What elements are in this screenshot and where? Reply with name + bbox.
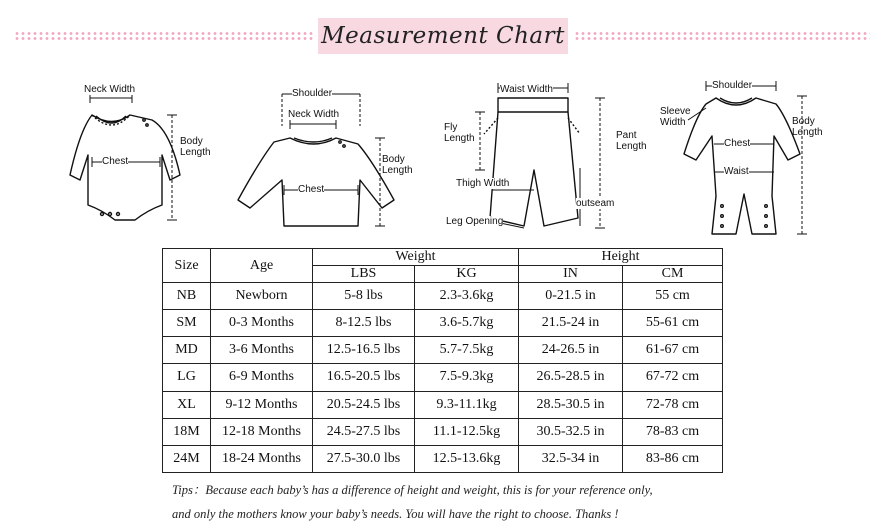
decorative-dots-right	[574, 30, 870, 44]
header-kg: KG	[415, 266, 519, 283]
tips-line-1: Tips：Because each baby’s has a difference of height and weight, this is for your reference only,	[172, 483, 653, 497]
cell-cm: 78-83 cm	[623, 418, 723, 445]
cell-cm: 67-72 cm	[623, 364, 723, 391]
table-row	[163, 364, 723, 391]
cell-age: 12-18 Months	[211, 418, 313, 445]
romper-illustration	[660, 76, 830, 240]
fly-length-label: Fly Length	[444, 122, 475, 144]
cell-in: 26.5-28.5 in	[519, 364, 623, 391]
cell-in: 21.5-24 in	[519, 310, 623, 337]
neck-width-label: Neck Width	[288, 109, 340, 120]
cell-kg: 11.1-12.5kg	[415, 418, 519, 445]
cell-age: 3-6 Months	[211, 337, 313, 364]
cell-size: 18M	[163, 418, 211, 445]
cell-lbs: 12.5-16.5 lbs	[313, 337, 415, 364]
cell-lbs: 8-12.5 lbs	[313, 310, 415, 337]
body-length-label: Body Length	[180, 136, 211, 158]
cell-age: 6-9 Months	[211, 364, 313, 391]
waist-label: Waist	[724, 166, 749, 177]
header-lbs: LBS	[313, 266, 415, 283]
cell-cm: 55-61 cm	[623, 310, 723, 337]
header-size: Size	[163, 249, 211, 283]
cell-kg: 7.5-9.3kg	[415, 364, 519, 391]
table-row	[163, 445, 723, 472]
cell-size: XL	[163, 391, 211, 418]
cell-in: 28.5-30.5 in	[519, 391, 623, 418]
chest-label: Chest	[102, 156, 129, 167]
top-diagram	[232, 80, 422, 240]
shoulder-label: Shoulder	[292, 88, 333, 99]
cell-kg: 2.3-3.6kg	[415, 283, 519, 310]
body-length-label: Body Length	[382, 154, 413, 176]
cell-in: 0-21.5 in	[519, 283, 623, 310]
page-title: Measurement Chart	[318, 18, 568, 54]
table-row	[163, 337, 723, 364]
chest-label: Chest	[724, 138, 751, 149]
outseam-label: outseam	[576, 198, 615, 209]
header-age: Age	[211, 249, 313, 283]
header-weight: Weight	[313, 249, 519, 266]
table-row	[163, 391, 723, 418]
cell-in: 30.5-32.5 in	[519, 418, 623, 445]
cell-kg: 9.3-11.1kg	[415, 391, 519, 418]
cell-kg: 5.7-7.5kg	[415, 337, 519, 364]
waist-width-label: Waist Width	[500, 84, 553, 95]
cell-lbs: 16.5-20.5 lbs	[313, 364, 415, 391]
cell-lbs: 27.5-30.0 lbs	[313, 445, 415, 472]
table-row	[163, 283, 723, 310]
cell-age: 9-12 Months	[211, 391, 313, 418]
header-height: Height	[519, 249, 723, 266]
decorative-dots-left	[14, 30, 314, 44]
header-in: IN	[519, 266, 623, 283]
cell-age: Newborn	[211, 283, 313, 310]
cell-age: 0-3 Months	[211, 310, 313, 337]
cell-lbs: 24.5-27.5 lbs	[313, 418, 415, 445]
neck-width-label: Neck Width	[84, 84, 136, 95]
header-cm: CM	[623, 266, 723, 283]
table-header-row	[163, 249, 723, 266]
tips-line-2: and only the mothers know your baby’s needs. You will have the right to choose. Thanks !	[172, 507, 619, 521]
cell-cm: 83-86 cm	[623, 445, 723, 472]
cell-age: 18-24 Months	[211, 445, 313, 472]
cell-lbs: 5-8 lbs	[313, 283, 415, 310]
pants-diagram	[440, 78, 660, 246]
cell-cm: 55 cm	[623, 283, 723, 310]
cell-cm: 72-78 cm	[623, 391, 723, 418]
body-length-label: Body Length	[792, 116, 823, 138]
cell-size: LG	[163, 364, 211, 391]
chest-label: Chest	[298, 184, 325, 195]
shoulder-label: Shoulder	[712, 80, 753, 91]
pant-length-label: Pant Length	[616, 130, 647, 152]
cell-kg: 3.6-5.7kg	[415, 310, 519, 337]
cell-size: NB	[163, 283, 211, 310]
cell-size: MD	[163, 337, 211, 364]
cell-cm: 61-67 cm	[623, 337, 723, 364]
leg-opening-label: Leg Opening	[446, 216, 504, 227]
size-chart-table	[162, 248, 723, 473]
cell-in: 24-26.5 in	[519, 337, 623, 364]
bodysuit-diagram	[40, 80, 220, 230]
cell-size: 24M	[163, 445, 211, 472]
tips-note	[172, 478, 732, 526]
cell-in: 32.5-34 in	[519, 445, 623, 472]
cell-kg: 12.5-13.6kg	[415, 445, 519, 472]
sleeve-width-label: Sleeve Width	[660, 106, 691, 128]
table-row	[163, 418, 723, 445]
table-row	[163, 310, 723, 337]
cell-size: SM	[163, 310, 211, 337]
romper-diagram	[660, 76, 830, 240]
cell-lbs: 20.5-24.5 lbs	[313, 391, 415, 418]
thigh-width-label: Thigh Width	[456, 178, 510, 189]
